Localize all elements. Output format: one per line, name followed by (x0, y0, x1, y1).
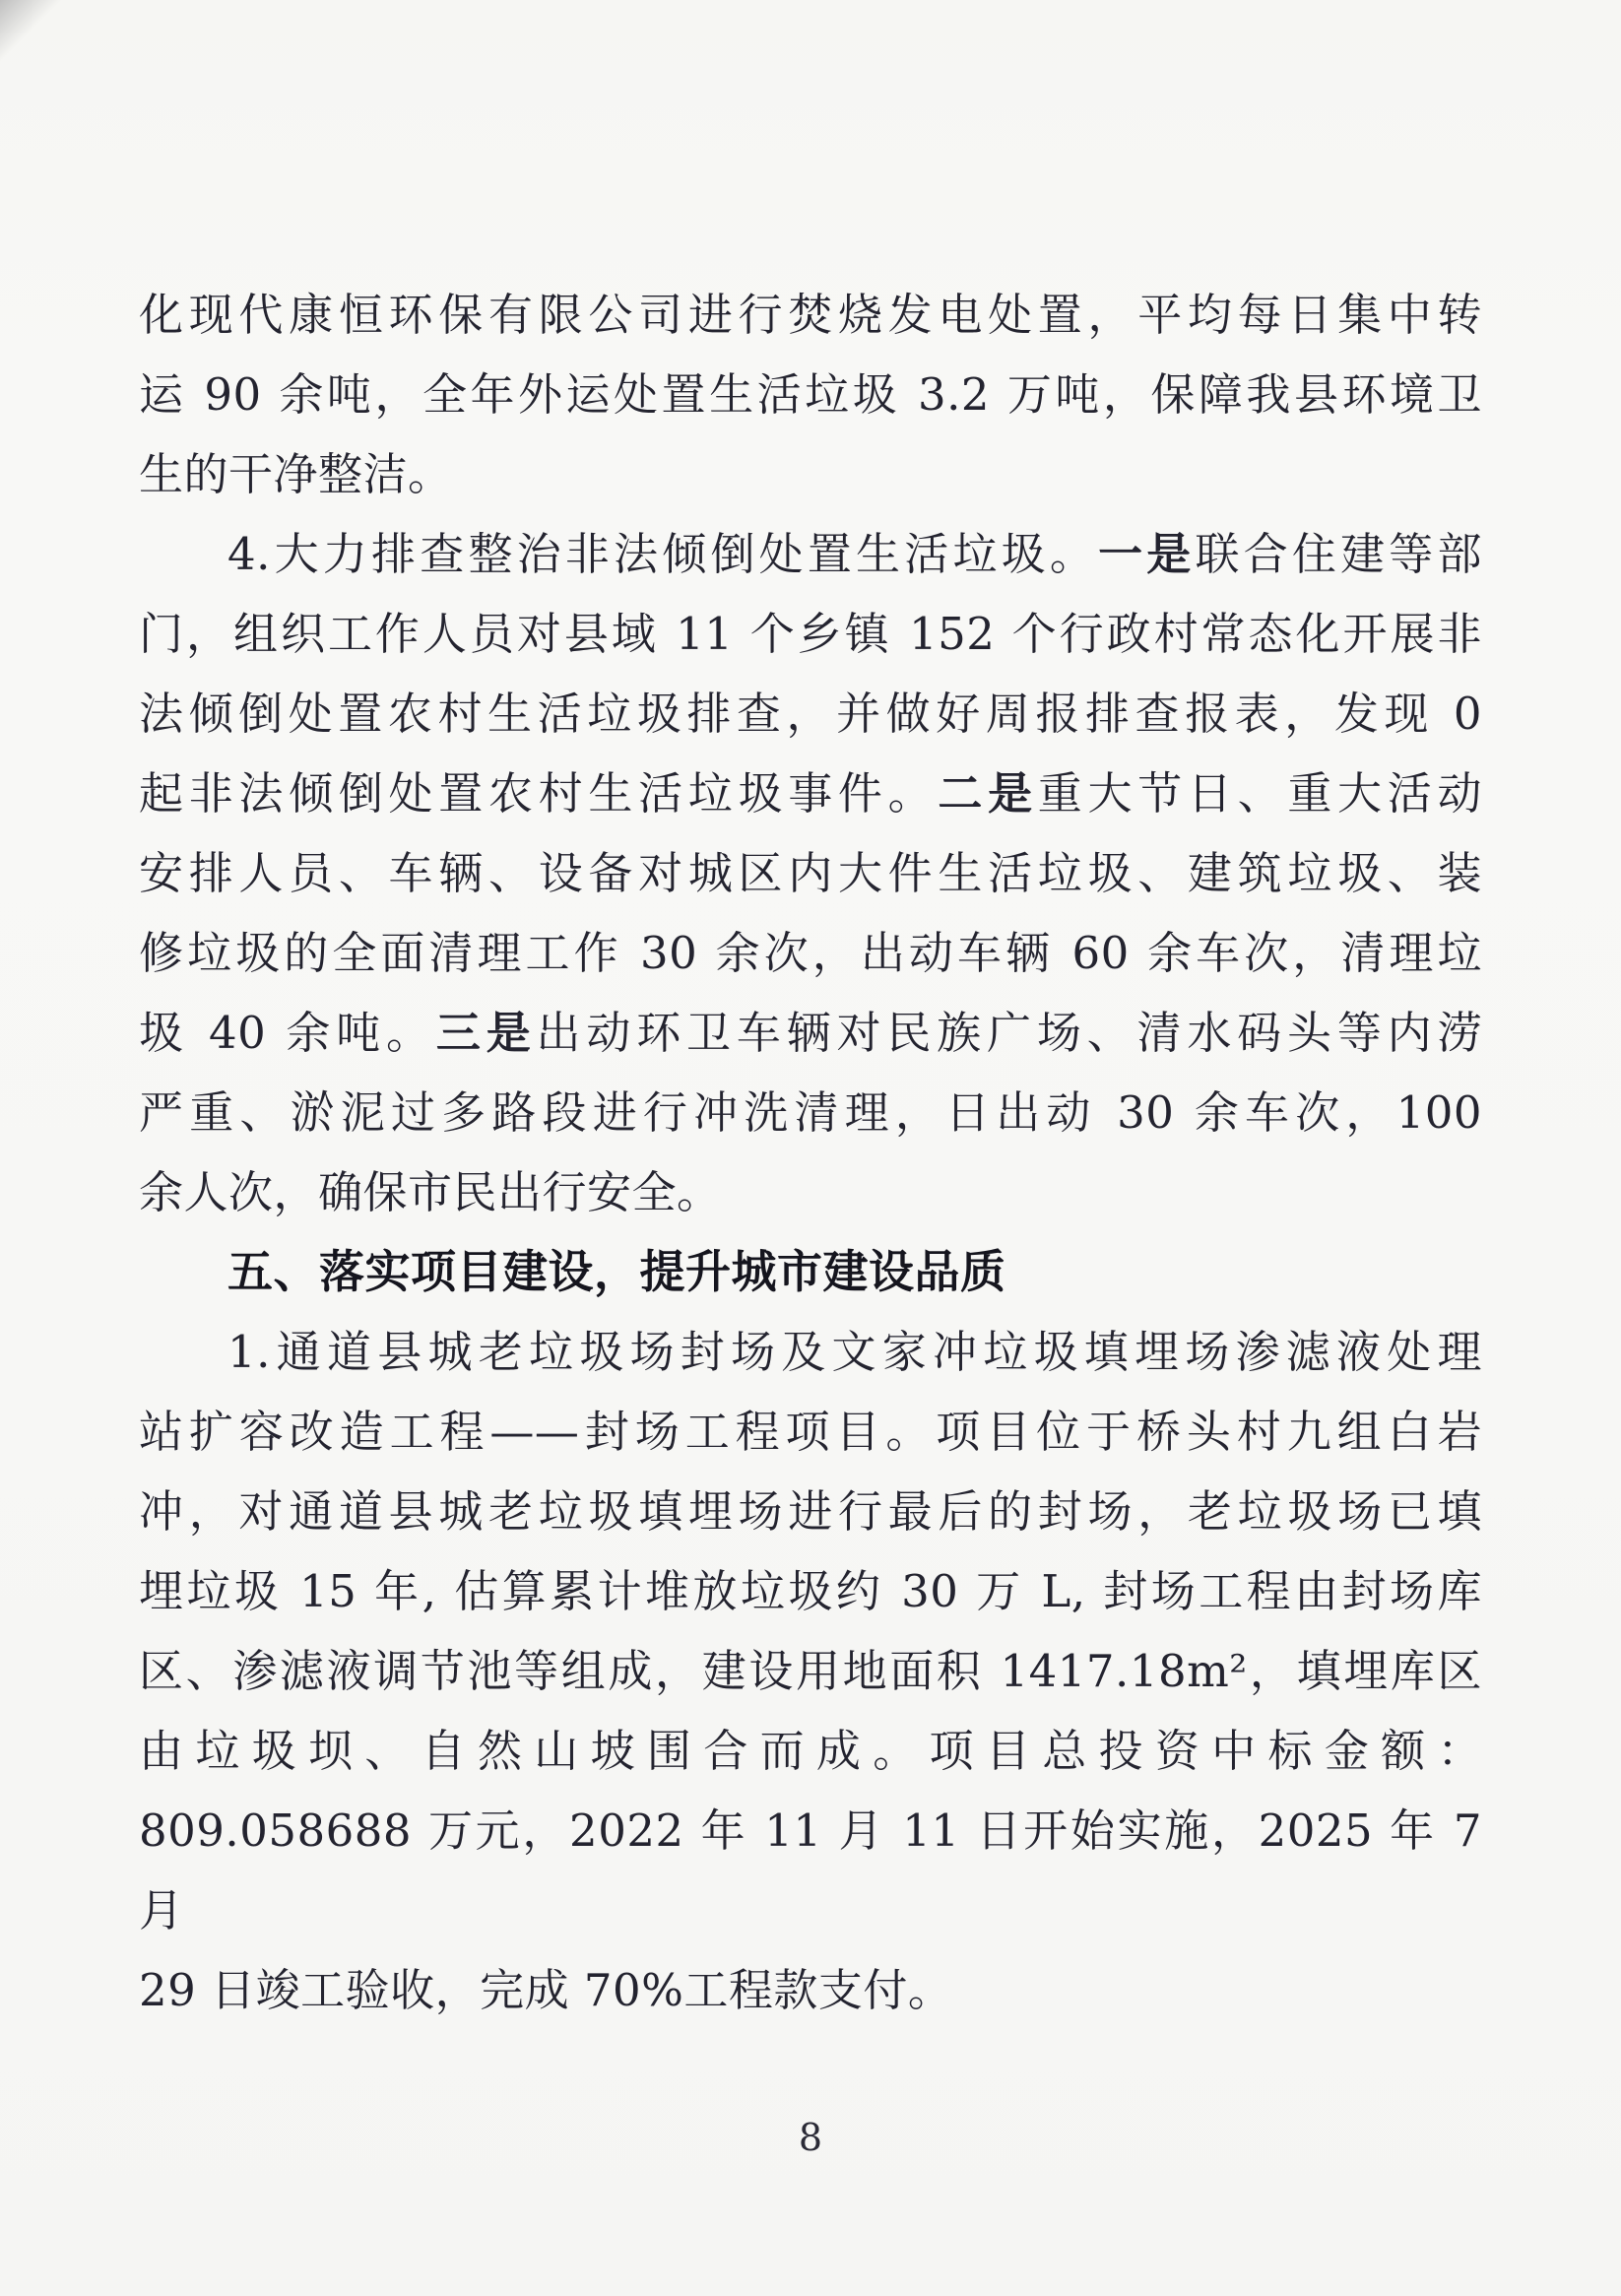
section-heading (139, 1232, 1482, 1312)
body-text: 运 90 余吨，全年外运处置生活垃圾 3.2 万吨，保障我县环境卫 (139, 368, 1482, 421)
paragraph (139, 275, 1482, 514)
document-body (139, 275, 1482, 2030)
body-text: 起非法倾倒处置农村生活垃圾事件。 (139, 767, 939, 820)
paragraph (139, 1312, 1482, 2030)
body-text: 埋垃圾 15 年, 估算累计堆放垃圾约 30 万 L, 封场工程由封场库 (139, 1565, 1482, 1617)
body-text: 安排人员、车辆、设备对城区内大件生活垃圾、建筑垃圾、装 (139, 847, 1482, 899)
body-text: 出动环卫车辆对民族广场、清水码头等内涝 (536, 1007, 1482, 1059)
body-text: 圾 40 余吨。 (139, 1007, 436, 1059)
body-text: 4.大力排查整治非法倾倒处置生活垃圾。 (227, 528, 1099, 580)
emphasis-text: 五、落实项目建设，提升城市建设品质 (227, 1245, 1006, 1298)
text-line (139, 1152, 1482, 1232)
body-text: 修垃圾的全面清理工作 30 余次，出动车辆 60 余车次，清理垃 (139, 927, 1482, 979)
text-line (139, 754, 1482, 833)
body-text: 化现代康恒环保有限公司进行焚烧发电处置，平均每日集中转 (139, 289, 1482, 341)
body-text: 1.通道县城老垃圾场封场及文家冲垃圾填埋场渗滤液处理 (227, 1326, 1482, 1378)
text-line (139, 514, 1482, 594)
body-text: 生的干净整洁。 (139, 448, 453, 500)
text-line (139, 1950, 1482, 2030)
body-text: 法倾倒处置农村生活垃圾排查，并做好周报排查报表，发现 0 (139, 688, 1482, 740)
text-line (139, 275, 1482, 355)
text-line (139, 1711, 1482, 1791)
text-line (139, 1472, 1482, 1551)
page-number: 8 (798, 2116, 823, 2159)
body-text: 由垃圾坝、自然山坡围合而成。项目总投资中标金额： (139, 1725, 1482, 1777)
paragraph (139, 514, 1482, 1232)
emphasis-text: 二是 (938, 767, 1038, 820)
text-line (139, 1791, 1482, 1950)
body-text: 站扩容改造工程——封场工程项目。项目位于桥头村九组白岩 (139, 1406, 1482, 1458)
body-text: 冲，对通道县城老垃圾填埋场进行最后的封场，老垃圾场已填 (139, 1485, 1482, 1538)
body-text: 联合住建等部 (1195, 528, 1482, 580)
emphasis-text: 一是 (1098, 528, 1196, 580)
body-text: 严重、淤泥过多路段进行冲洗清理，日出动 30 余车次，100 (139, 1086, 1482, 1139)
scan-corner-artifact (0, 0, 69, 69)
text-line (139, 355, 1482, 434)
text-line (139, 1392, 1482, 1472)
text-line (139, 434, 1482, 514)
text-line (139, 1312, 1482, 1392)
text-line (139, 674, 1482, 754)
body-text: 重大节日、重大活动 (1037, 767, 1482, 820)
emphasis-text: 三是 (435, 1007, 537, 1059)
body-text: 809.058688 万元，2022 年 11 月 11 日开始实施，2025 年 7 月 (139, 1804, 1482, 1936)
text-line (139, 594, 1482, 674)
text-line (139, 1073, 1482, 1152)
text-line (139, 1551, 1482, 1631)
body-text: 29 日竣工验收，完成 70%工程款支付。 (139, 1964, 953, 2016)
text-line (139, 833, 1482, 913)
body-text: 区、渗滤液调节池等组成，建设用地面积 1417.18m²，填埋库区 (139, 1645, 1482, 1697)
text-line (139, 993, 1482, 1073)
body-text: 余人次，确保市民出行安全。 (139, 1166, 722, 1218)
text-line (139, 913, 1482, 993)
text-line (139, 1232, 1482, 1312)
text-line (139, 1631, 1482, 1711)
body-text: 门，组织工作人员对县域 11 个乡镇 152 个行政村常态化开展非 (139, 608, 1482, 660)
